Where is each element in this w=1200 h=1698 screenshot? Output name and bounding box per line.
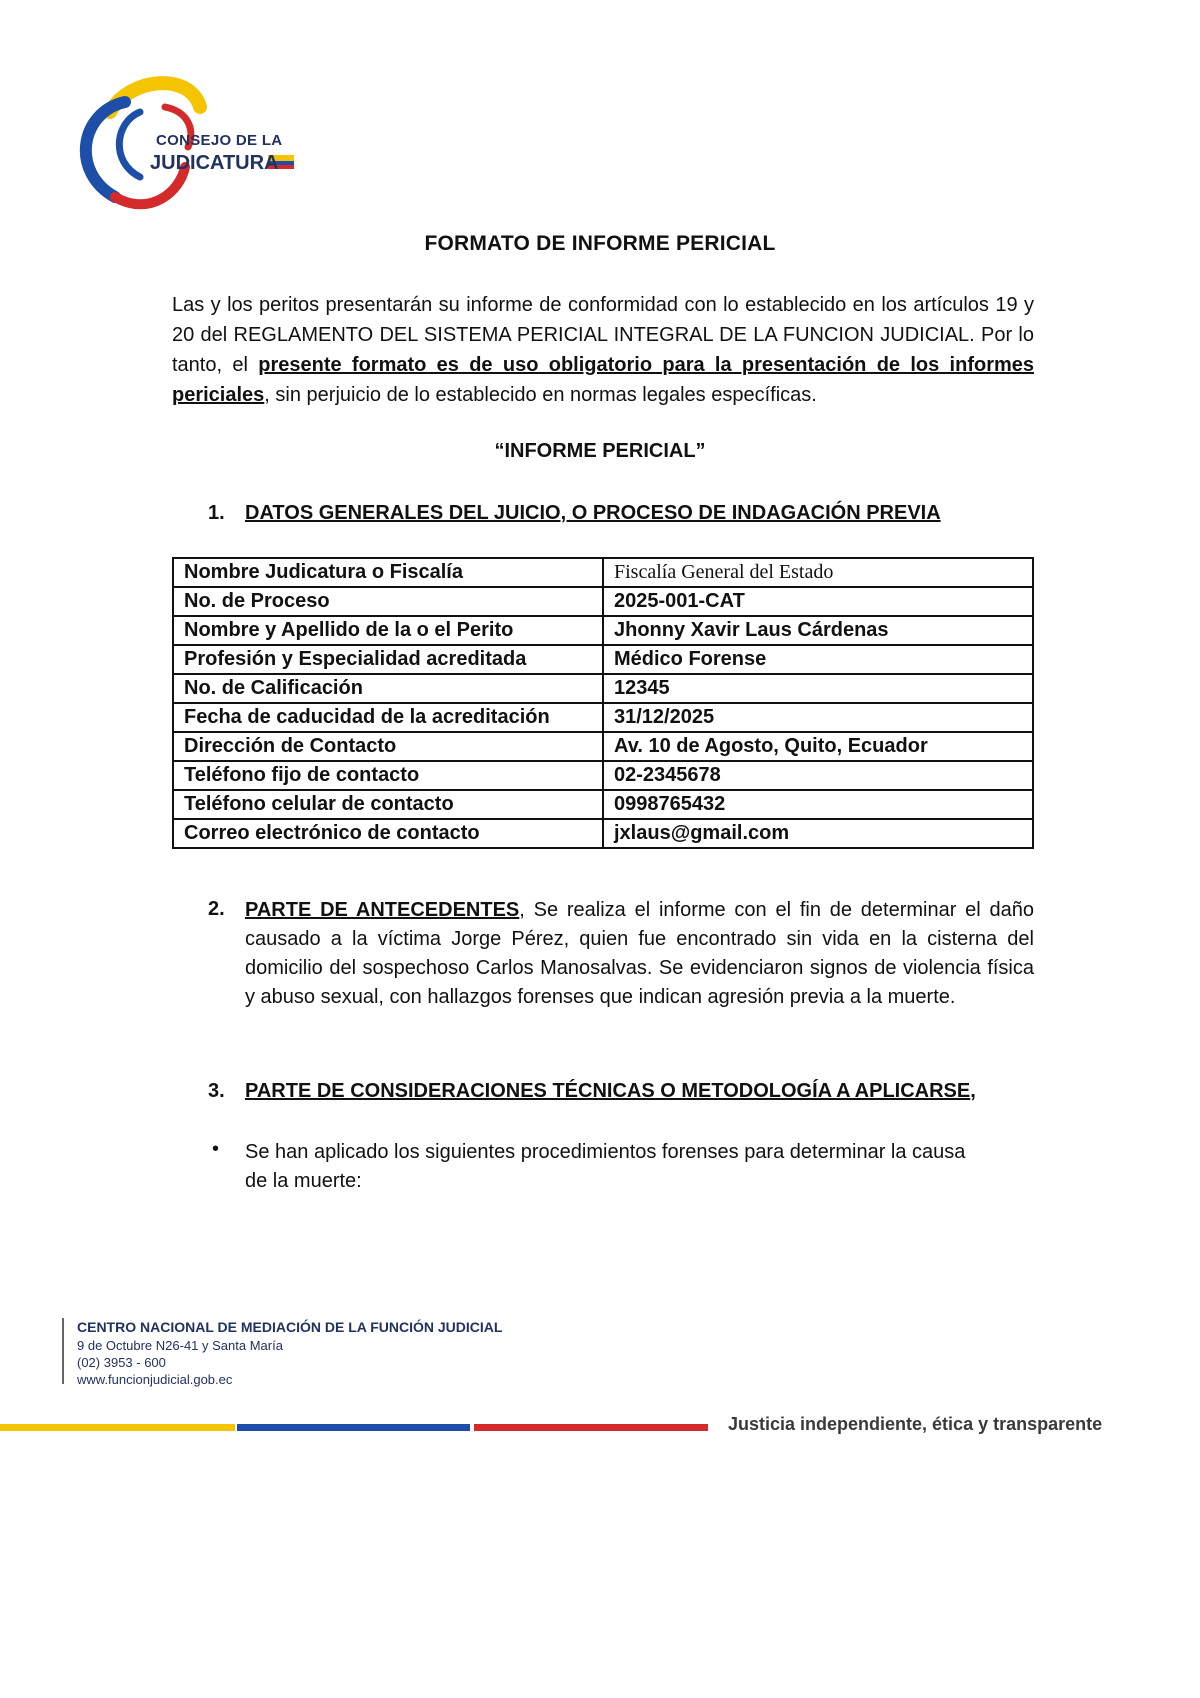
bullet-icon: • [212,1138,220,1160]
intro-part1: Las y los peritos presentarán su informe de conformidad con lo establecido en los artículos 19 y 20 del REGLAMENTO DEL SISTEMA PERICIAL INTEGRAL DE LA FUNCION JUDICIAL. Por lo tanto, el [172,294,1034,376]
footer-divider [62,1318,64,1384]
row-value: Av. 10 de Agosto, Quito, Ecuador [603,732,1033,761]
table-row [173,819,1033,848]
table-row [173,616,1033,645]
report-subtitle: “INFORME PERICIAL” [494,440,706,462]
logo-line1: CONSEJO DE LA [156,132,283,149]
row-label: Nombre y Apellido de la o el Perito [173,616,603,645]
row-label: Teléfono celular de contacto [173,790,603,819]
intro-part2: , sin perjuicio de lo establecido en normas legales específicas. [264,384,817,406]
table-row [173,761,1033,790]
section3-title [245,1080,976,1103]
section3-bullet-text: Se han aplicado los siguientes procedimientos forenses para determinar la causa de la muerte: [245,1141,966,1192]
row-label: Profesión y Especialidad acreditada [173,645,603,674]
row-label: No. de Calificación [173,674,603,703]
section3-number: 3. [208,1080,225,1102]
row-value: Jhonny Xavir Laus Cárdenas [603,616,1033,645]
footer-bar-red [474,1424,708,1431]
row-value: Fiscalía General del Estado [603,558,1033,587]
table-row [173,587,1033,616]
row-label: Teléfono fijo de contacto [173,761,603,790]
table-row [173,703,1033,732]
footer-slogan: Justicia independiente, ética y transparente [728,1414,1103,1434]
section2-title: PARTE DE ANTECEDENTES [245,899,520,921]
section3-title-suffix: , [970,1080,976,1102]
table-row [173,674,1033,703]
table-row [173,790,1033,819]
row-label: Dirección de Contacto [173,732,603,761]
footer-phone: (02) 3953 - 600 [77,1355,166,1370]
row-label: Nombre Judicatura o Fiscalía [173,558,603,587]
row-value: 12345 [603,674,1033,703]
footer-bar-yellow [0,1424,235,1431]
section2-paragraph [245,896,1034,1012]
consejo-judicatura-logo [70,72,310,212]
row-value: 0998765432 [603,790,1033,819]
row-label: Correo electrónico de contacto [173,819,603,848]
section2-text: , Se realiza el informe con el fin de determinar el daño causado a la víctima Jorge Pérez, quien fue encontrado sin vida en la cisterna del domicilio del sospechoso Carlos Manosalvas. Se evidenciaron signos de violencia física y abuso sexual, con hallazgos forenses que indican agresión previa a la muerte. [245,899,1034,1008]
intro-emphasis: presente formato es de uso obligatorio para la presentación de los informes periciales [172,354,1035,406]
document-title: FORMATO DE INFORME PERICIAL [424,232,776,255]
footer-org: CENTRO NACIONAL DE MEDIACIÓN DE LA FUNCIÓN JUDICIAL [77,1319,503,1335]
row-value: jxlaus@gmail.com [603,819,1033,848]
row-value: 2025-001-CAT [603,587,1033,616]
row-value: 31/12/2025 [603,703,1033,732]
section2-number: 2. [208,898,225,920]
footer-bar-blue [237,1424,470,1431]
table-row [173,558,1033,587]
table-row [173,732,1033,761]
general-data-table [172,557,1034,849]
row-value: Médico Forense [603,645,1033,674]
row-label: No. de Proceso [173,587,603,616]
row-label: Fecha de caducidad de la acreditación [173,703,603,732]
section1-number: 1. [208,502,225,524]
footer-address: 9 de Octubre N26-41 y Santa María [77,1338,283,1353]
table-row [173,645,1033,674]
row-value: 02-2345678 [603,761,1033,790]
section1-title: DATOS GENERALES DEL JUICIO, O PROCESO DE INDAGACIÓN PREVIA [245,502,941,524]
section3-title-text: PARTE DE CONSIDERACIONES TÉCNICAS O METODOLOGÍA A APLICARSE [245,1080,971,1102]
intro-paragraph [172,290,1034,410]
footer-web: www.funcionjudicial.gob.ec [77,1372,233,1387]
logo-line2: JUDICATURA [150,152,279,174]
